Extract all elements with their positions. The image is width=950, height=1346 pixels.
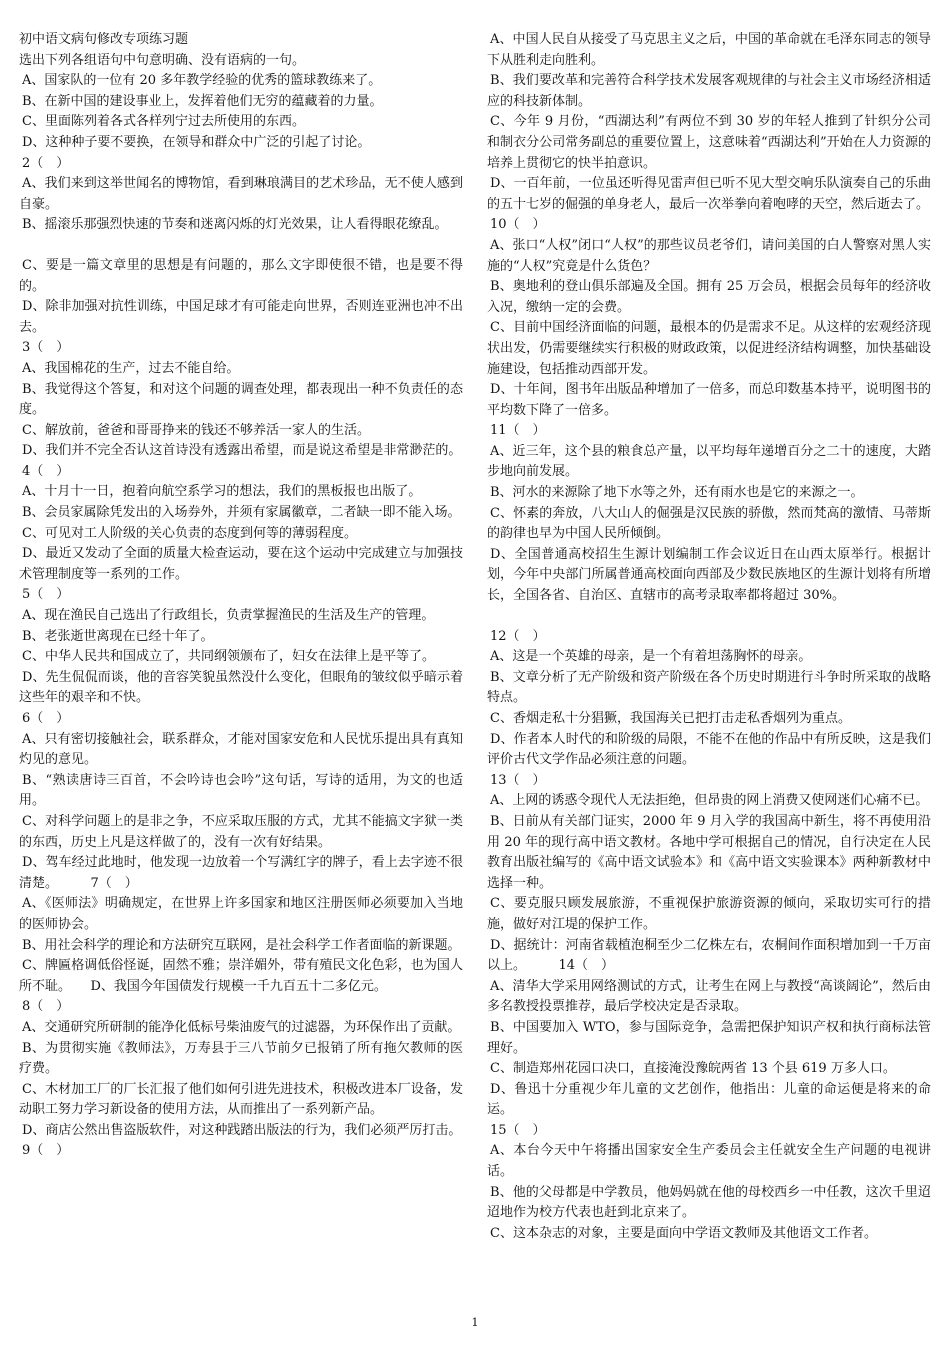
text-line: C、牌匾格调低俗怪诞，固然不雅；崇洋媚外，带有殖民文化色彩，也为国人所不耻。 D、我国今年国债发行规模一千九百五十二多亿元。 bbox=[19, 958, 463, 994]
text-line: B、他的父母都是中学教员，他妈妈就在他的母校西乡一中任教，这次千里迢迢地作为校方代表也赶到北京来了。 bbox=[487, 1184, 931, 1221]
text-line: A、中国人民自从接受了马克思主义之后，中国的革命就在毛泽东同志的领导下从胜利走向胜利。 bbox=[487, 32, 931, 68]
text-line: A、现在渔民自己选出了行政组长，负责掌握渔民的生活及生产的管理。 bbox=[22, 608, 435, 624]
text-line: D、驾车经过此地时，他发现一边放着一个写满红字的牌子，看上去字迹不很清楚。 7（ ） bbox=[19, 855, 463, 891]
text-line: C、制造郑州花园口决口，直接淹没豫皖两省 13 个县 619 万多人口。 bbox=[490, 1061, 896, 1077]
text-line: C、对科学问题上的是非之争，不应采取压服的方式，尤其不能搞文字狱一类的东西，历史上凡是这样做了的，没有一次有好结果。 bbox=[19, 813, 463, 850]
text-line: B、老张逝世离现在已经十年了。 bbox=[22, 628, 214, 644]
text-line: B、“熟读唐诗三百首，不会吟诗也会吟”这句话，写诗的适用，为文的也适用。 bbox=[19, 772, 463, 809]
text-line: B、用社会科学的理论和方法研究互联网，是社会科学工作者面临的新课题。 bbox=[22, 937, 461, 953]
text-line: A、上网的诱惑令现代人无法拒绝，但昂贵的网上消费又使网迷们心痛不已。 bbox=[490, 793, 929, 809]
text-line: D、十年间，图书年出版品种增加了一倍多，而总印数基本持平，说明图书的平均数下降了一倍多。 bbox=[487, 382, 931, 418]
left-column bbox=[19, 30, 463, 1162]
text-line: D、一百年前，一位虽还听得见雷声但已听不见大型交响乐队演奏自己的乐曲的五十七岁的倔强的单身老人，最后一次举拳向着咆哮的天空，然后逝去了。 bbox=[487, 176, 931, 212]
text-line: B、为贯彻实施《教师法》，万寿县于三八节前夕已报销了所有拖欠教师的医疗费。 bbox=[19, 1040, 463, 1077]
text-line: A、清华大学采用网络测试的方式，让考生在网上与教授“高谈阔论”，然后由多名教授投票推荐，最后学校决定是否录取。 bbox=[487, 978, 931, 1015]
text-line: 3（ ） bbox=[22, 340, 70, 356]
text-line: 4（ ） bbox=[22, 463, 70, 479]
text-line: D、据统计：河南省载植泡桐至少二亿株左右，农桐间作面积增加到一千万亩以上。 14（ ） bbox=[487, 937, 931, 974]
text-line: D、这种种子要不要换，在领导和群众中广泛的引起了讨论。 bbox=[22, 134, 371, 150]
blank-line bbox=[19, 236, 463, 256]
right-column bbox=[487, 30, 931, 1244]
text-line: A、《医师法》明确规定，在世界上许多国家和地区注册医师必须要加入当地的医师协会。 bbox=[19, 896, 463, 932]
text-line: 9（ ） bbox=[22, 1143, 70, 1159]
text-line: 13（ ） bbox=[490, 772, 546, 788]
text-line: B、日前从有关部门证实，2000 年 9 月入学的我国高中新生，将不再使用沿用 20 年的现行高中语文教材。各地中学可根据自己的情况，自行决定在人民教育出版社编写的《高中语文试验本》和《高中语文实验课本》两种新教材中选择一种。 bbox=[487, 813, 931, 891]
text-line: B、我们要改革和完善符合科学技术发展客观规律的与社会主义市场经济相适应的科技新体制。 bbox=[487, 73, 931, 109]
text-line: A、国家队的一位有 20 多年教学经验的优秀的篮球教练来了。 bbox=[22, 73, 382, 89]
instruction: 选出下列各组语句中句意明确、没有语病的一句。 bbox=[19, 52, 306, 68]
text-line: C、里面陈列着各式各样列宁过去所使用的东西。 bbox=[22, 114, 305, 130]
text-line: 2（ ） bbox=[22, 155, 70, 171]
text-line: D、除非加强对抗性训练，中国足球才有可能走向世界，否则连亚洲也冲不出去。 bbox=[19, 299, 463, 335]
text-line: B、会员家属除凭发出的入场券外，并须有家属徽章，二者缺一即不能入场。 bbox=[22, 505, 461, 521]
text-line: B、在新中国的建设事业上，发挥着他们无穷的蕴藏着的力量。 bbox=[22, 93, 383, 109]
text-line: A、只有密切接触社会，联系群众，才能对国家安危和人民忧乐提出具有真知灼见的意见。 bbox=[19, 731, 463, 768]
text-line: C、要是一篇文章里的思想是有问题的，那么文字即使很不错，也是要不得的。 bbox=[19, 257, 463, 294]
blank-line bbox=[487, 607, 931, 627]
text-line: C、怀素的奔放，八大山人的倔强是汉民族的骄傲，然而梵高的激情、马蒂斯的韵律也早为中国人民所倾倒。 bbox=[487, 505, 931, 542]
text-line: 11（ ） bbox=[490, 423, 546, 439]
text-line: D、最近又发动了全面的质量大检查运动，要在这个运动中完成建立与加强技术管理制度等一系列的工作。 bbox=[19, 546, 463, 582]
text-line: A、本台今天中午将播出国家安全生产委员会主任就安全生产问题的电视讲话。 bbox=[487, 1143, 931, 1180]
page-number: 1 bbox=[471, 1316, 479, 1329]
text-line: C、今年 9 月份，“西湖达利”有两位不到 30 岁的年轻人推到了针织分公司和制衣分公司常务副总的重要位置上，这意味着“西湖达利”开始在人力资源的培养上贯彻它的快半拍意识。 bbox=[487, 114, 931, 171]
text-line: B、河水的来源除了地下水等之外，还有雨水也是它的来源之一。 bbox=[490, 485, 864, 501]
text-line: A、张口“人权”闭口“人权”的那些议员老爷们，请问美国的白人警察对黑人实施的“人权”究竟是什么货色？ bbox=[487, 237, 931, 274]
text-line: 5（ ） bbox=[22, 587, 70, 603]
text-line: B、奥地利的登山俱乐部遍及全国。拥有 25 万会员，根据会员每年的经济收入况，缴纳一定的会费。 bbox=[487, 279, 931, 315]
text-line: A、十月十一日，抱着向航空系学习的想法，我们的黑板报也出版了。 bbox=[22, 484, 422, 500]
text-line: B、我觉得这个答复，和对这个问题的调查处理，都表现出一种不负责任的态度。 bbox=[19, 381, 463, 418]
text-line: C、要克服只顾发展旅游，不重视保护旅游资源的倾向，采取切实可行的措施，做好对江堤的保护工作。 bbox=[487, 896, 931, 932]
text-line: D、全国普通高校招生生源计划编制工作会议近日在山西太原举行。根据计划，今年中央部门所属普通高校面向西部及少数民族地区的生源计划将有所增长，全国各省、自治区、直辖市的高考录取率都将超过 30%。 bbox=[487, 546, 931, 604]
text-line: A、这是一个英雄的母亲，是一个有着坦荡胸怀的母亲。 bbox=[490, 649, 812, 665]
text-line: C、这本杂志的对象，主要是面向中学语文教师及其他语文工作者。 bbox=[490, 1225, 877, 1241]
text-line: B、摇滚乐那强烈快速的节奏和迷离闪烁的灯光效果，让人看得眼花缭乱。 bbox=[22, 217, 448, 233]
text-line: C、目前中国经济面临的问题，最根本的仍是需求不足。从这样的宏观经济现状出发，仍需要继续实行积极的财政政策，以促进经济结构调整，加快基础设施建设，包括推动西部开发。 bbox=[487, 320, 931, 377]
document-title: 初中语文病句修改专项练习题 bbox=[19, 32, 189, 47]
text-line: 6（ ） bbox=[22, 711, 70, 726]
text-line: B、文章分析了无产阶级和资产阶级在各个历史时期进行斗争时所采取的战略特点。 bbox=[487, 669, 931, 706]
text-line: D、作者本人时代的和阶级的局限，不能不在他的作品中有所反映，这是我们评价古代文学作品必须注意的问题。 bbox=[487, 731, 931, 768]
text-line: C、香烟走私十分猖獗，我国海关已把打击走私香烟列为重点。 bbox=[490, 711, 851, 726]
text-line: A、我们来到这举世闻名的博物馆，看到琳琅满目的艺术珍品，无不使人感到自豪。 bbox=[19, 176, 463, 212]
text-line: 8（ ） bbox=[22, 999, 70, 1015]
text-line: 12（ ） bbox=[490, 628, 546, 644]
text-line: A、交通研究所研制的能净化低标号柴油废气的过滤器，为环保作出了贡献。 bbox=[22, 1019, 461, 1035]
text-line: C、解放前，爸爸和哥哥挣来的钱还不够养活一家人的生活。 bbox=[22, 422, 370, 438]
text-line: 15（ ） bbox=[490, 1122, 546, 1138]
text-line: D、我们并不完全否认这首诗没有透露出希望，而是说这希望是非常渺茫的。 bbox=[22, 443, 462, 459]
text-line: 10（ ） bbox=[490, 217, 546, 233]
text-line: B、中国要加入 WTO，参与国际竞争，急需把保护知识产权和执行商标法管理好。 bbox=[487, 1019, 931, 1056]
text-line: D、先生侃侃而谈，他的音容笑貌虽然没什么变化，但眼角的皱纹似乎暗示着这些年的艰辛和不快。 bbox=[19, 669, 463, 706]
text-line: D、商店公然出售盗版软件，对这种践踏出版法的行为，我们必须严厉打击。 bbox=[22, 1122, 462, 1138]
text-line: C、中华人民共和国成立了，共同纲领颁布了，妇女在法律上是平等了。 bbox=[22, 649, 435, 665]
text-line: D、鲁迅十分重视少年儿童的文艺创作，他指出：儿童的命运便是将来的命运。 bbox=[487, 1081, 931, 1118]
text-line: C、木材加工厂的厂长汇报了他们如何引进先进技术，积极改进本厂设备，发动职工努力学习新设备的使用方法，从而推出了一系列新产品。 bbox=[19, 1081, 463, 1118]
text-line: A、近三年，这个县的粮食总产量，以平均每年递增百分之二十的速度，大踏步地向前发展。 bbox=[487, 443, 931, 480]
text-line: A、我国棉花的生产，过去不能自给。 bbox=[22, 360, 240, 376]
text-line: C、可见对工人阶级的关心负责的态度到何等的薄弱程度。 bbox=[22, 525, 357, 541]
